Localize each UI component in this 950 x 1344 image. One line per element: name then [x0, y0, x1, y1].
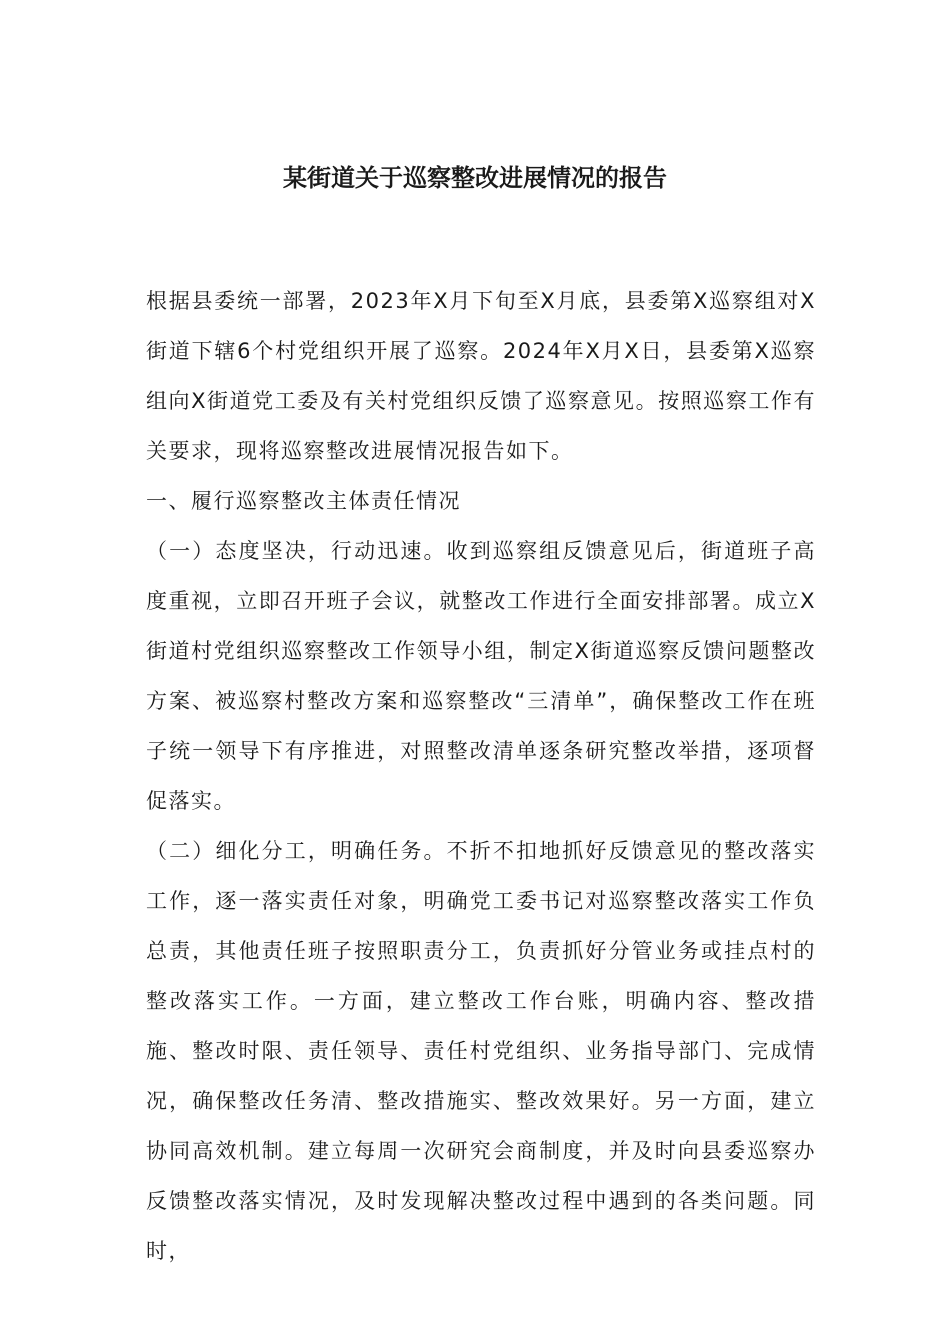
- subsection-paragraph-2: （二）细化分工，明确任务。不折不扣地抓好反馈意见的整改落实工作，逐一落实责任对象，明确党工委书记对巡察整改落实工作负总责，其他责任班子按照职责分工，负责抓好分管业务或挂点村的整改落实工作。一方面，建立整改工作台账，明确内容、整改措施、整改时限、责任领导、责任村党组织、业务指导部门、完成情况，确保整改任务清、整改措施实、整改效果好。另一方面，建立协同高效机制。建立每周一次研究会商制度，并及时向县委巡察办反馈整改落实情况，及时发现解决整改过程中遇到的各类问题。同时，: [146, 839, 816, 1263]
- document-body: [146, 276, 816, 1276]
- intro-paragraph: 根据县委统一部署，2023年X月下旬至X月底，县委第X巡察组对X街道下辖6个村党组织开展了巡察。2024年X月X日，县委第X巡察组向X街道党工委及有关村党组织反馈了巡察意见。按照巡察工作有关要求，现将巡察整改进展情况报告如下。: [146, 289, 816, 463]
- section-heading: 一、履行巡察整改主体责任情况: [146, 489, 461, 513]
- subsection-paragraph-1: （一）态度坚决，行动迅速。收到巡察组反馈意见后，街道班子高度重视，立即召开班子会议，就整改工作进行全面安排部署。成立X街道村党组织巡察整改工作领导小组，制定X街道巡察反馈问题整改方案、被巡察村整改方案和巡察整改“三清单”，确保整改工作在班子统一领导下有序推进，对照整改清单逐条研究整改举措，逐项督促落实。: [146, 539, 816, 813]
- document-title: 某街道关于巡察整改进展情况的报告: [283, 163, 667, 192]
